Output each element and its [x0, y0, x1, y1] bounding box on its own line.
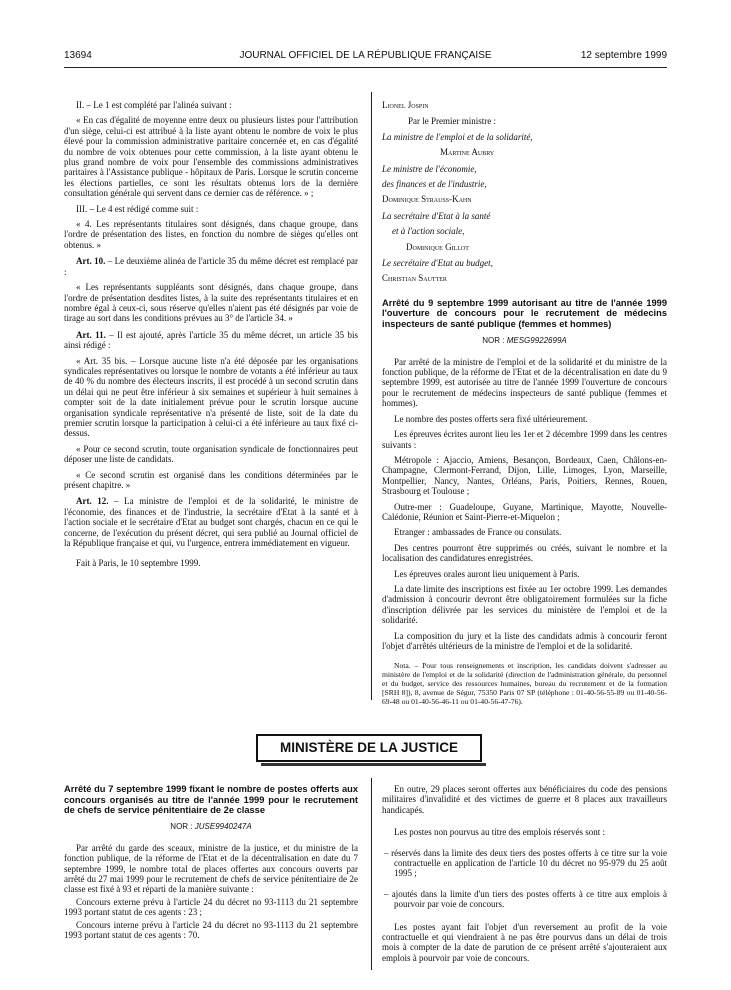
signature-par: Par le Premier ministre :	[408, 116, 496, 127]
article-11: Art. 11. – Il est ajouté, après l'article 35 du même décret, un article 35 bis ainsi rédigé :	[64, 329, 358, 351]
paragraph: « Les représentants suppléants sont désignés, dans chaque groupe, dans l'ordre de présentation desdites listes, à la suite des représentants titulaires et en nombre égal à ceux-ci, sous réserve qu'elles n'aient pas été désignés par voie de tirage au sort dans les conditions prévues au 3° de l'article 34. »	[64, 282, 358, 324]
paragraph: « 4. Les représentants titulaires sont désignés, dans chaque groupe, dans l'ordre de présentation des listes, en fonction du nombre de sièges qu'elles ont obtenus. »	[64, 219, 358, 250]
paragraph: Les postes ayant fait l'objet d'un reversement au profit de la voie contractuelle et qui viendraient à ne pas être pourvus dans un délai de trois mois à compter de la date de parution de ce présent arrêté s'ajouteraient aux emplois à pourvoir par voie de concours.	[382, 921, 667, 963]
page-number: 13694	[64, 50, 92, 61]
paragraph: La composition du jury et la liste des candidats admis à concourir feront l'objet d'arrêtés ultérieurs de la ministre de l'emploi et de la solidarité.	[382, 630, 667, 651]
paragraph: Les épreuves orales auront lieu uniquement à Paris.	[394, 568, 580, 579]
signature-title: La ministre de l'emploi et de la solidarité,	[382, 131, 533, 142]
paragraph: Par arrêté du garde des sceaux, ministre de la justice, et du ministre de la fonction publique, de la réforme de l'Etat et de la décentralisation en date du 7 septembre 1999, le nombre total de places offertes aux concours ouverts par arrêté du 27 mai 1999 pour le recrutement de chefs de service pénitentiaire de 2e classe est fixé à 93 et réparti de la manière suivante :	[64, 842, 358, 895]
list-item: – réservés dans la limite des deux tiers des postes offerts à ce titre sur la voie contractuelle en application de l'article 10 du décret no 95-979 du 25 août 1995 ;	[384, 847, 667, 879]
paragraph: II. – Le 1 est complété par l'alinéa suivant :	[76, 100, 232, 110]
paragraph: Métropole : Ajaccio, Amiens, Besançon, Bordeaux, Caen, Châlons-en-Champagne, Clermont-Ferrand, Dijon, Lille, Limoges, Lyon, Marseille, Montpellier, Nancy, Nantes, Orléans, Paris, Poitiers, Rennes, Rouen, Strasbourg et Toulouse ;	[382, 454, 667, 497]
paragraph: « Pour ce second scrutin, toute organisation syndicale de fonctionnaires peut déposer une liste de candidats.	[64, 443, 358, 465]
signature-name: Dominique Gillot	[406, 241, 469, 252]
article-12: Art. 12. – La ministre de l'emploi et de la solidarité, le ministre de l'économie, des finances et de l'industrie, la secrétaire d'Etat à la santé et à l'action sociale et le secrétaire d'Etat au budget sont chargés, chacun en ce qui le concerne, de l'exécution du présent décret, qui sera publié au Journal officiel de la République française et qui, vu l'urgence, entrera immédiatement en vigueur.	[64, 496, 358, 549]
paragraph: Concours externe prévu à l'article 24 du décret no 93-1113 du 21 septembre 1993 portant statut de ces agents : 23 ;	[64, 896, 358, 918]
paragraph: III. – Le 4 est rédigé comme suit :	[76, 203, 199, 214]
closing-line: Fait à Paris, le 10 septembre 1999.	[76, 558, 201, 569]
running-header	[64, 50, 667, 64]
ministry-heading: MINISTÈRE DE LA JUSTICE	[256, 734, 482, 762]
paragraph: Outre-mer : Guadeloupe, Guyane, Martinique, Mayotte, Nouvelle-Calédonie, Réunion et Saint-Pierre-et-Miquelon ;	[382, 501, 667, 522]
nota: Nota. – Pour tous renseignements et inscription, les candidats doivent s'adresser au ministère de l'emploi et de la solidarité (direction de l'administration générale, du personnel et du budget, service des ressources humaines, bureau du recrutement et de la formation [SRH 8]), 8, avenue de Ségur, 75350 Paris 07 SP (téléphone : 01-40-56-55-89 ou 01-40-56-69-48 ou 01-40-56-46-11 ou 01-40-56-47-76).	[382, 661, 667, 707]
arrete-title: Arrêté du 9 septembre 1999 autorisant au titre de l'année 1999 l'ouverture de concours pour le recrutement de médecins inspecteurs de santé publique (femmes et hommes)	[382, 297, 667, 330]
paragraph: Etranger : ambassades de France ou consulats.	[394, 527, 562, 538]
right-column	[382, 100, 667, 707]
article-10: Art. 10. – Le deuxième alinéa de l'article 35 du même décret est remplacé par :	[64, 256, 359, 277]
signature-title: des finances et de l'industrie,	[382, 179, 487, 190]
paragraph: Le nombre des postes offerts sera fixé ultérieurement.	[394, 413, 588, 424]
paragraph: « Ce second scrutin est organisé dans les conditions déterminées par le présent chapitre. »	[64, 469, 358, 490]
signature-title: La secrétaire d'Etat à la santé	[382, 210, 491, 221]
nor-reference: NOR : JUSE9940247A	[170, 821, 252, 831]
paragraph: « En cas d'égalité de moyenne entre deux ou plusieurs listes pour l'attribution d'un siège, celui-ci est attribué à la liste ayant obtenu le nombre de voix le plus élevé pour la commission administrative paritaire concernée et, en cas d'égalité du nombre de voix obtenues pour cette commission, à la liste ayant obtenu le plus grand nombre de voix pour l'ensemble des commissions administratives paritaires à l'Assistance publique - hôpitaux de Paris. Lorsque le scrutin concerne les élections partielles, ce sont les résultats obtenus lors de la dernière consultation générale qui servent dans ce dernier cas de référence. » ;	[64, 115, 358, 199]
column-divider-top	[371, 92, 372, 700]
list-item: – ajoutés dans la limite d'un tiers des postes offerts à ce titre aux emplois à pourvoir par voie de concours.	[384, 888, 667, 910]
paragraph: Des centres pourront être supprimés ou créés, suivant le nombre et la localisation des candidatures enregistrées.	[382, 542, 667, 564]
paragraph: Les postes non pourvus au titre des emplois réservés sont :	[394, 827, 605, 838]
nor-reference: NOR : MESG9922699A	[482, 335, 567, 345]
paragraph: Concours interne prévu à l'article 24 du décret no 93-1113 du 21 septembre 1993 portant statut de ces agents : 70.	[64, 919, 358, 941]
journal-title: JOURNAL OFFICIEL DE LA RÉPUBLIQUE FRANÇAISE	[239, 50, 492, 61]
signature-name: Dominique Strauss-Kahn	[382, 194, 472, 205]
header-rule	[64, 67, 667, 68]
arrete-title: Arrêté du 7 septembre 1999 fixant le nombre de postes offerts aux concours organisés au titre de l'année 1999 pour le recrutement de chefs de service pénitentiaire de 2e classe	[64, 784, 358, 816]
article-label: Art. 10.	[76, 256, 106, 267]
signature-title: et à l'action sociale,	[392, 226, 465, 237]
signature-prime-minister: Lionel Jospin	[382, 100, 429, 110]
paragraph: En outre, 29 places seront offertes aux bénéficiaires du code des pensions militaires d'invalidité et des victimes de guerre et 8 places aux travailleurs handicapés.	[382, 784, 667, 815]
paragraph: La date limite des inscriptions est fixée au 1er octobre 1999. Les demandes d'admission à concourir devront être obligatoirement formulées sur la fiche d'inscription délivrée par les services du ministère de l'emploi et de la solidarité.	[382, 583, 667, 626]
signature-title: Le secrétaire d'Etat au budget,	[382, 258, 493, 269]
column-divider-bottom	[371, 778, 372, 970]
issue-date: 12 septembre 1999	[580, 50, 667, 61]
paragraph: « Art. 35 bis. – Lorsque aucune liste n'a été déposée par les organisations syndicales représentatives ou lorsque le nombre de votants a été inférieur au taux de 40 % du nombre des électeurs inscrits, il est procédé à un second scrutin dans un délai qui ne peut être inférieur à six semaines et supérieur à huit semaines à compter soit de la date initialement prévue pour le scrutin lorsque aucune organisation syndicale représentative n'a présenté de liste, soit de la date du premier scrutin lorsque la participation à celui-ci a été inférieure au taux fixé ci-dessus.	[64, 355, 358, 439]
paragraph: Les épreuves écrites auront lieu les 1er et 2 décembre 1999 dans les centres suivants :	[382, 429, 667, 450]
paragraph: Par arrêté de la ministre de l'emploi et de la solidarité et du ministre de la fonction publique, de la réforme de l'Etat et de la décentralisation en date du 9 septembre 1999, est autorisée au titre de l'année 1999 l'ouverture de concours pour le recrutement de médecins inspecteurs de santé publique (femmes et hommes).	[382, 356, 667, 409]
signature-title: Le ministre de l'économie,	[382, 163, 477, 174]
article-label: Art. 12.	[76, 496, 109, 507]
signature-name: Martine Aubry	[440, 147, 495, 158]
article-label: Art. 11.	[76, 329, 106, 340]
signature-name: Christian Sautter	[382, 273, 447, 284]
left-column	[64, 100, 358, 700]
lower-left-column	[64, 778, 358, 978]
lower-right-column	[382, 784, 667, 974]
